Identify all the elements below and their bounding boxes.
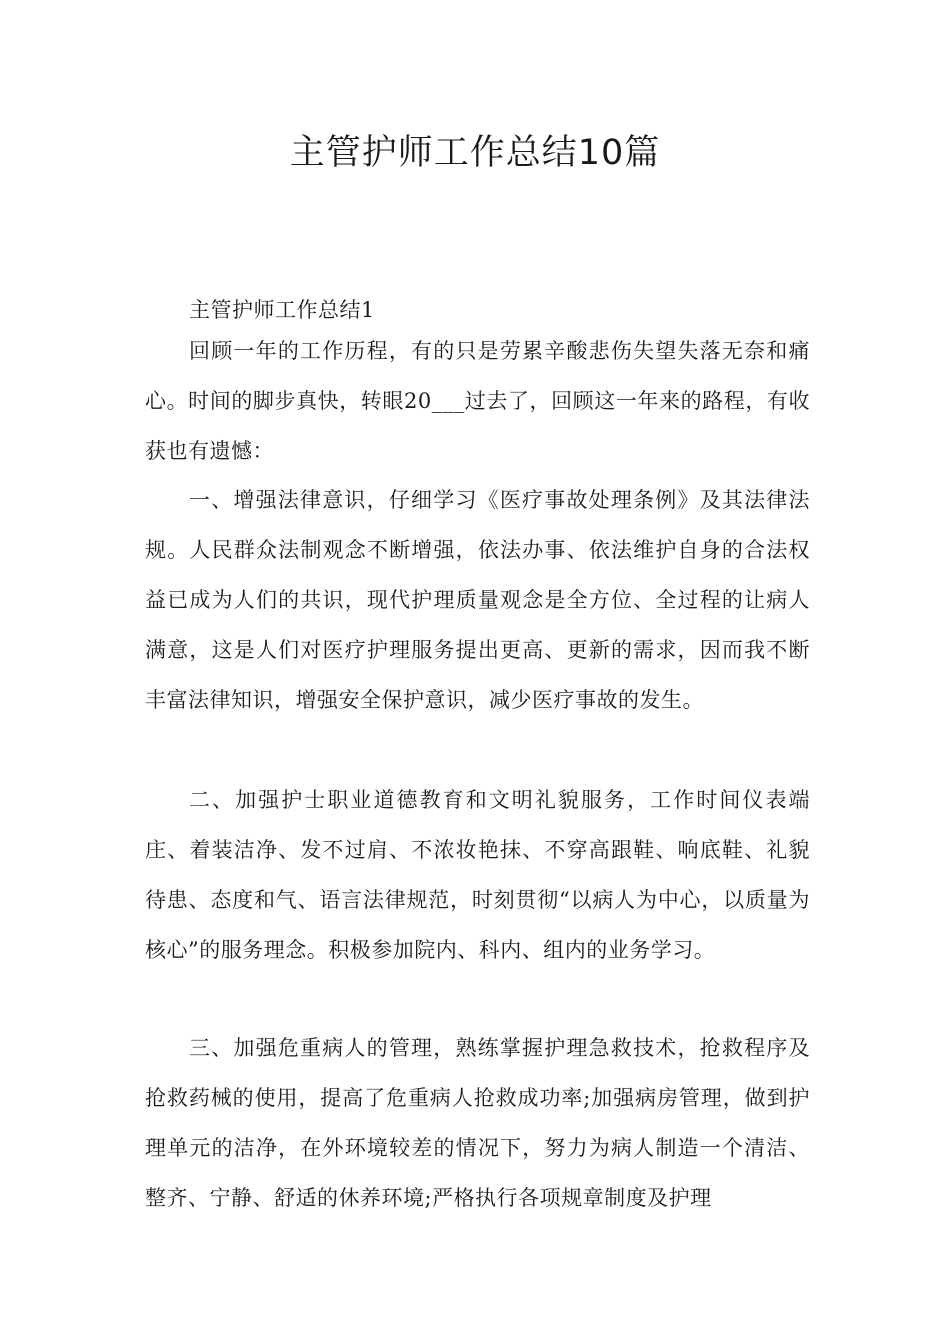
section-heading-text: 主管护师工作总结1 [189, 298, 375, 322]
paragraph-text: 一、增强法律意识，仔细学习《医疗事故处理条例》及其法律法规。人民群众法制观念不断增强，依法办事、依法维护自身的合法权益已成为人们的共识，现代护理质量观念是全方位、全过程的让病人满意，这是人们对医疗护理服务提出更高、更新的需求，因而我不断丰富法律知识，增强安全保护意识，减少医疗事故的发生。 [145, 488, 810, 712]
paragraph-intro [145, 326, 810, 476]
paragraph-one [145, 475, 810, 725]
paragraph-three [145, 1023, 810, 1223]
paragraph-text: 二、加强护士职业道德教育和文明礼貌服务，工作时间仪表端庄、着装洁净、发不过肩、不浓妆艳抹、不穿高跟鞋、响底鞋、礼貌待患、态度和气、语言法律规范，时刻贯彻“以病人为中心，以质量为核心”的服务理念。积极参加院内、科内、组内的业务学习。 [145, 788, 810, 962]
document-title: 主管护师工作总结10篇 [289, 133, 661, 173]
paragraph-two [145, 775, 810, 975]
paragraph-text: 回顾一年的工作历程，有的只是劳累辛酸悲伤失望失落无奈和痛心。时间的脚步真快，转眼20___过去了，回顾这一年来的路程，有收获也有遗憾： [145, 339, 810, 463]
paragraph-text: 三、加强危重病人的管理，熟练掌握护理急救技术，抢救程序及抢救药械的使用，提高了危重病人抢救成功率;加强病房管理，做到护理单元的洁净，在外环境较差的情况下，努力为病人制造一个清洁、整齐、宁静、舒适的休养环境;严格执行各项规章制度及护理 [145, 1036, 810, 1210]
